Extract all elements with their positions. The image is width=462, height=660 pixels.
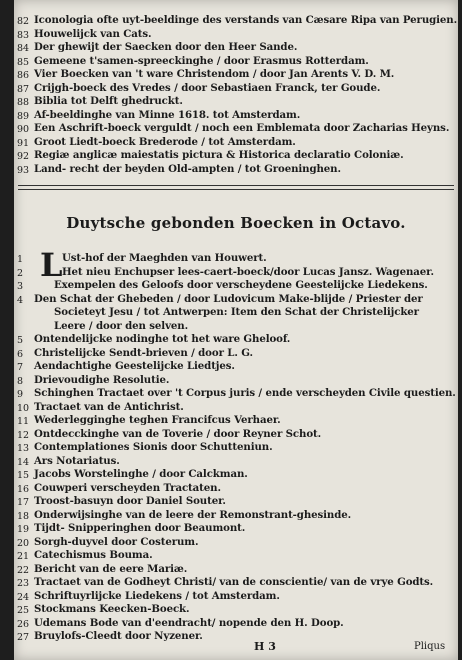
entry-number: 11: [17, 416, 29, 427]
entry-text: Sorgh-duyvel door Costerum.: [34, 535, 199, 548]
entry-number: 26: [17, 618, 29, 630]
entry-text: Bruylofs-Cleedt door Nyzener.: [34, 630, 203, 642]
list-item: [14, 360, 458, 374]
entry-number: 23: [17, 578, 29, 589]
list-item: [14, 333, 458, 347]
drop-cap: L: [40, 246, 63, 284]
entry-text: Schriftuyrlijcke Liedekens / tot Amsterdam.: [34, 589, 280, 602]
entry-number: 2: [17, 267, 23, 279]
entry-number: 15: [17, 470, 29, 481]
entry-text: Ars Notariatus.: [34, 454, 120, 467]
entry-number: 16: [17, 483, 29, 495]
entry-number: 10: [17, 402, 29, 414]
list-item: [14, 82, 458, 96]
entry-number: 17: [17, 497, 29, 508]
list-item: [14, 522, 458, 536]
list-item: [14, 136, 458, 150]
list-item: [14, 414, 458, 428]
entry-number: 1: [17, 254, 23, 265]
entry-number: 88: [17, 97, 29, 108]
list-item: [14, 306, 458, 320]
entry-number: 86: [17, 70, 29, 81]
entry-text: Societeyt Jesu / tot Antwerpen: Item den Schat der Christelijcker: [54, 306, 419, 318]
list-item: [14, 320, 458, 334]
entry-number: 24: [17, 591, 29, 603]
entry-text: Drievoudighe Resolutie.: [34, 373, 170, 386]
entry-number: 19: [17, 524, 29, 535]
list-item: [14, 630, 458, 644]
entry-text: Jacobs Worstelinghe / door Calckman.: [34, 468, 248, 480]
entry-text: Houwelijck van Cats.: [34, 27, 152, 40]
list-item: [14, 149, 458, 163]
entry-number: 91: [17, 137, 29, 149]
entry-text: Leere / door den selven.: [54, 319, 189, 332]
entry-number: 93: [17, 164, 29, 176]
list-item: [14, 55, 458, 69]
entry-number: 83: [17, 29, 29, 41]
list-item: [14, 279, 458, 293]
section-heading: Duytsche gebonden Boecken in Octavo.: [66, 214, 406, 232]
list-item: [14, 549, 458, 563]
entry-text: Gemeene t'samen-spreeckinghe / door Erasmus Rotterdam.: [34, 54, 369, 67]
entry-number: 84: [17, 43, 29, 54]
entry-text: Udemans Bode van d'eendracht/ nopende den H. Doop.: [34, 616, 344, 629]
list-item: [14, 617, 458, 631]
entry-number: 21: [17, 551, 29, 562]
entry-number: 12: [17, 429, 29, 441]
entry-text: Biblia tot Delft ghedruckt.: [34, 95, 183, 107]
list-item: [14, 109, 458, 123]
list-item: [14, 387, 458, 401]
list-item: [14, 28, 458, 42]
entry-text: Ontendelijcke nodinghe tot het ware Gheloof.: [34, 333, 291, 345]
entry-number: 85: [17, 56, 29, 68]
entry-text: Den Schat der Ghebeden / door Ludovicum Make-blijde / Priester der: [34, 292, 423, 305]
entry-number: 89: [17, 110, 29, 122]
entry-text: Tractaet van de Godheyt Christi/ van de conscientie/ van de vrye Godts.: [34, 576, 434, 588]
list-item: [14, 576, 458, 590]
entry-number: 9: [17, 389, 23, 400]
entry-text: Der ghewijt der Saecken door den Heer Sande.: [34, 41, 298, 53]
entry-text: Iconologia ofte uyt-beeldinge des verstands van Cæsare Ripa van Perugien.: [34, 14, 458, 26]
list-item: [14, 455, 458, 469]
top-book-list: [14, 14, 458, 176]
entry-text: Vier Boecken van 't ware Christendom / door Jan Arents V. D. M.: [34, 68, 395, 80]
entry-number: 14: [17, 456, 29, 468]
entry-text: Bericht van de eere Mariæ.: [34, 562, 188, 575]
document-page: [14, 0, 458, 660]
list-item: [14, 122, 458, 136]
entry-text: Onderwijsinghe van de leere der Remonstrant-ghesinde.: [34, 508, 352, 521]
list-item: [14, 95, 458, 109]
list-item: [14, 495, 458, 509]
list-item: [14, 536, 458, 550]
entry-text: Ontdecckinghe van de Toverie / door Reyner Schot.: [34, 427, 322, 440]
entry-number: 87: [17, 83, 29, 95]
list-item: [14, 441, 458, 455]
entry-text: Regiæ anglicæ maiestatis pictura & Historica declaratio Coloniæ.: [34, 149, 404, 161]
entry-text: Groot Liedt-boeck Brederode / tot Amsterdam.: [34, 135, 296, 148]
entry-number: 7: [17, 362, 23, 373]
list-item: [14, 68, 458, 82]
catchword: Pliqus: [414, 641, 446, 652]
list-item: [14, 41, 458, 55]
entry-number: 90: [17, 124, 29, 135]
entry-number: 6: [17, 348, 23, 360]
entry-text: Catechismus Bouma.: [34, 549, 153, 561]
entry-number: 3: [17, 281, 23, 292]
entry-text: Contemplationes Sionis door Schutteniun.: [34, 441, 273, 453]
top-rule: [18, 185, 454, 186]
bottom-book-list: [14, 246, 458, 644]
list-item: [14, 374, 458, 388]
list-item: [14, 163, 458, 177]
signature-mark: H 3: [254, 640, 276, 653]
entry-number: 18: [17, 510, 29, 522]
list-item: [14, 401, 458, 415]
entry-text: Af-beeldinghe van Minne 1618. tot Amsterdam.: [34, 108, 301, 121]
list-item: [14, 347, 458, 361]
entry-text: Tractaet van de Antichrist.: [34, 400, 184, 413]
entry-text: Land- recht der beyden Old-ampten / tot Groeninghen.: [34, 162, 341, 175]
entry-text: Tijdt- Snipperinghen door Beaumont.: [34, 522, 246, 534]
list-item: [14, 293, 458, 307]
entry-text: Aendachtighe Geestelijcke Liedtjes.: [34, 360, 235, 372]
entry-text: Stockmans Keecken-Boeck.: [34, 603, 190, 615]
entry-number: 8: [17, 375, 23, 387]
list-item: [14, 590, 458, 604]
entry-number: 22: [17, 564, 29, 576]
entry-number: 82: [17, 16, 29, 27]
list-item: [14, 509, 458, 523]
entry-text: Troost-basuyn door Daniel Souter.: [34, 495, 226, 507]
entry-text: Wederlegginghe teghen Francifcus Verhaer.: [34, 414, 281, 426]
entry-number: 20: [17, 537, 29, 549]
entry-text: Exempelen des Geloofs door verscheydene Geestelijcke Liedekens.: [54, 279, 428, 291]
list-item: [14, 266, 458, 280]
bottom-rule: [18, 189, 454, 190]
entry-text: Couwperi verscheyden Tractaten.: [34, 481, 221, 494]
entry-number: 92: [17, 151, 29, 162]
entry-number: 13: [17, 443, 29, 454]
entry-text: Christelijcke Sendt-brieven / door L. G.: [34, 346, 253, 359]
entry-text: Crijgh-boeck des Vredes / door Sebastiaen Franck, ter Goude.: [34, 81, 381, 94]
list-item: [14, 563, 458, 577]
entry-text: Ust-hof der Maeghden van Houwert.: [62, 252, 267, 264]
list-item: [14, 468, 458, 482]
entry-number: 4: [17, 294, 23, 306]
entry-number: 25: [17, 605, 29, 616]
entry-text: Schinghen Tractaet over 't Corpus juris / ende verscheyden Civile questien.: [34, 387, 456, 399]
list-item: [14, 14, 458, 28]
list-item: [14, 482, 458, 496]
list-item: [14, 603, 458, 617]
list-item: [14, 428, 458, 442]
list-item: [14, 252, 458, 266]
entry-number: 27: [17, 632, 29, 643]
entry-text: Het nieu Enchupser lees-caert-boeck/door Lucas Jansz. Wagenaer.: [62, 265, 434, 278]
entry-text: Een Aschrift-boeck verguldt / noch een Emblemata door Zacharias Heyns.: [34, 122, 450, 134]
entry-number: 5: [17, 335, 23, 346]
